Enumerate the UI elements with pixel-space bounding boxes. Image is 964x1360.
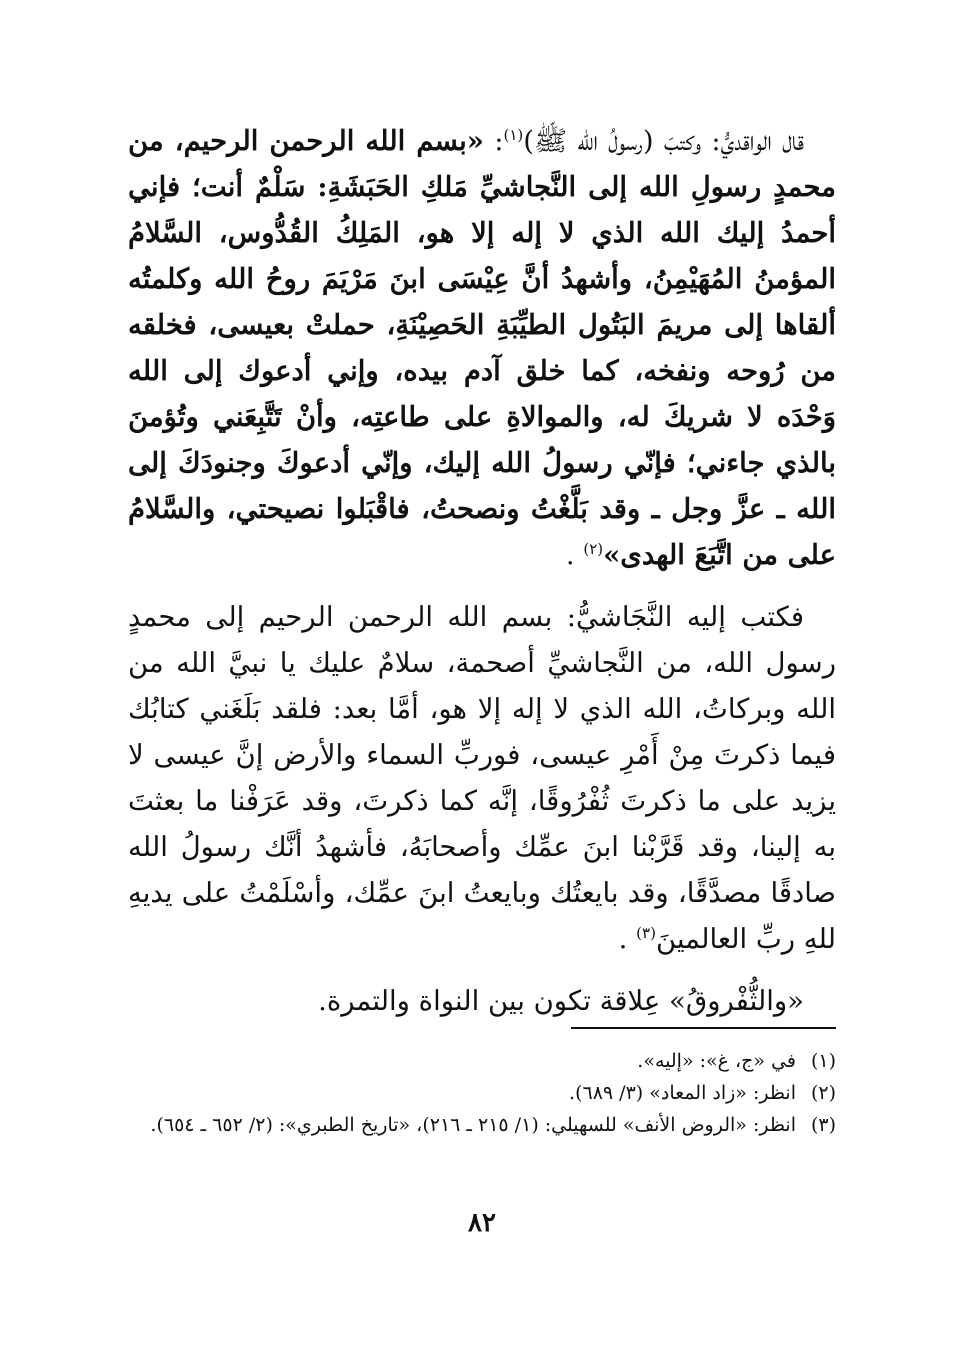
footnote-text: انظر: «الروض الأنف» للسهيلي: (١/ ٢١٥ ـ ٢١٦)، «تاريخ الطبري»: (٢/ ٦٥٢ ـ ٦٥٤). [150, 1114, 796, 1136]
reply-end: . [618, 923, 637, 955]
footnote-ref-1: (١) [503, 125, 524, 144]
footnote-item [128, 1077, 836, 1109]
main-text [128, 118, 836, 1024]
footnote-text: في «ج، غ»: «إليه». [637, 1050, 796, 1072]
letter-intro: قال الواقديُّ: وكتبَ (رسولُ الله ﷺ) [523, 125, 804, 157]
footnote-text: انظر: «زاد المعاد» (٣/ ٦٨٩). [569, 1082, 796, 1104]
letter-colon: : [484, 125, 504, 157]
footnote-number: (٣) [810, 1114, 836, 1136]
footnote-number: (١) [810, 1050, 836, 1072]
footnote-number: (٢) [810, 1082, 836, 1104]
footnote-ref-3: (٣) [636, 923, 656, 942]
reply-body: فكتب إليه النَّجَاشيُّ: بسم الله الرحمن الرحيم إلى محمدٍ رسول الله، من النَّجاشيِّ أصحمة، سلامٌ عليك يا نبيَّ الله من الله وبركاتُ، الله الذي لا إله إلا هو، أمَّا بعد: فلقد بَلَغَني كتابُك فيما ذكرتَ مِنْ أَمْرِ عيسى، فوربِّ السماء والأرض إنَّ عيسى لا يزيد على ما ذكرتَ ثُفْرُوقًا، إنَّه كما ذكرتَ، وقد عَرَفْنا ما بعثتَ به إلينا، وقد قَرَّبْنا ابنَ عمِّك وأصحابَهُ، فأشهدُ أنَّك رسولُ الله صادقًا مصدَّقًا، وقد بايعتُك وبايعتُ ابنَ عمِّك، وأسْلَمْتُ على يديهِ للهِ ربِّ العالمينَ [128, 601, 836, 955]
definition-text: «والثُّفْروقُ» عِلاقة تكون بين النواة والتمرة. [318, 985, 804, 1017]
page-number: ٨٢ [468, 1208, 496, 1238]
paragraph-definition [128, 978, 836, 1024]
paragraph-prophet-letter [128, 118, 836, 578]
letter-end: . [565, 539, 584, 571]
letter-body: «بسم الله الرحمن الرحيم، من محمدٍ رسولِ الله إلى النَّجاشيِّ مَلكِ الحَبَشَةِ: سَلْمٌ أنت؛ فإني أحمدُ إليك الله الذي لا إله إلا هو، المَلِكُ القُدُّوس، السَّلامُ المؤمنُ المُهَيْمِنُ، وأشهدُ أنَّ عِيْسَى ابنَ مَرْيَمَ روحُ الله وكلمتُه ألقاها إلى مريمَ البَتُول الطيِّبَةِ الحَصِيْنَةِ، حملتْ بعيسى، فخلقه من رُوحه ونفخه، كما خلق آدم بيده، وإني أدعوك إلى الله وَحْدَه لا شريكَ له، والموالاةِ على طاعتِه، وأنْ تَتَّبِعَني وتُؤمنَ بالذي جاءني؛ فإنّي رسولُ الله إليك، وإنّي أدعوكَ وجنودَكَ إلى الله ـ عزَّ وجل ـ وقد بَلَّغْتُ ونصحتُ، فاقْبَلوا نصيحتي، والسَّلامُ على من اتَّبَعَ الهدى» [128, 125, 836, 571]
footnote-item [128, 1045, 836, 1077]
footnote-divider [571, 1027, 836, 1029]
paragraph-najashi-reply [128, 594, 836, 962]
footnotes [128, 1045, 836, 1141]
footnote-ref-2: (٢) [583, 539, 604, 558]
footnote-item [128, 1109, 836, 1141]
